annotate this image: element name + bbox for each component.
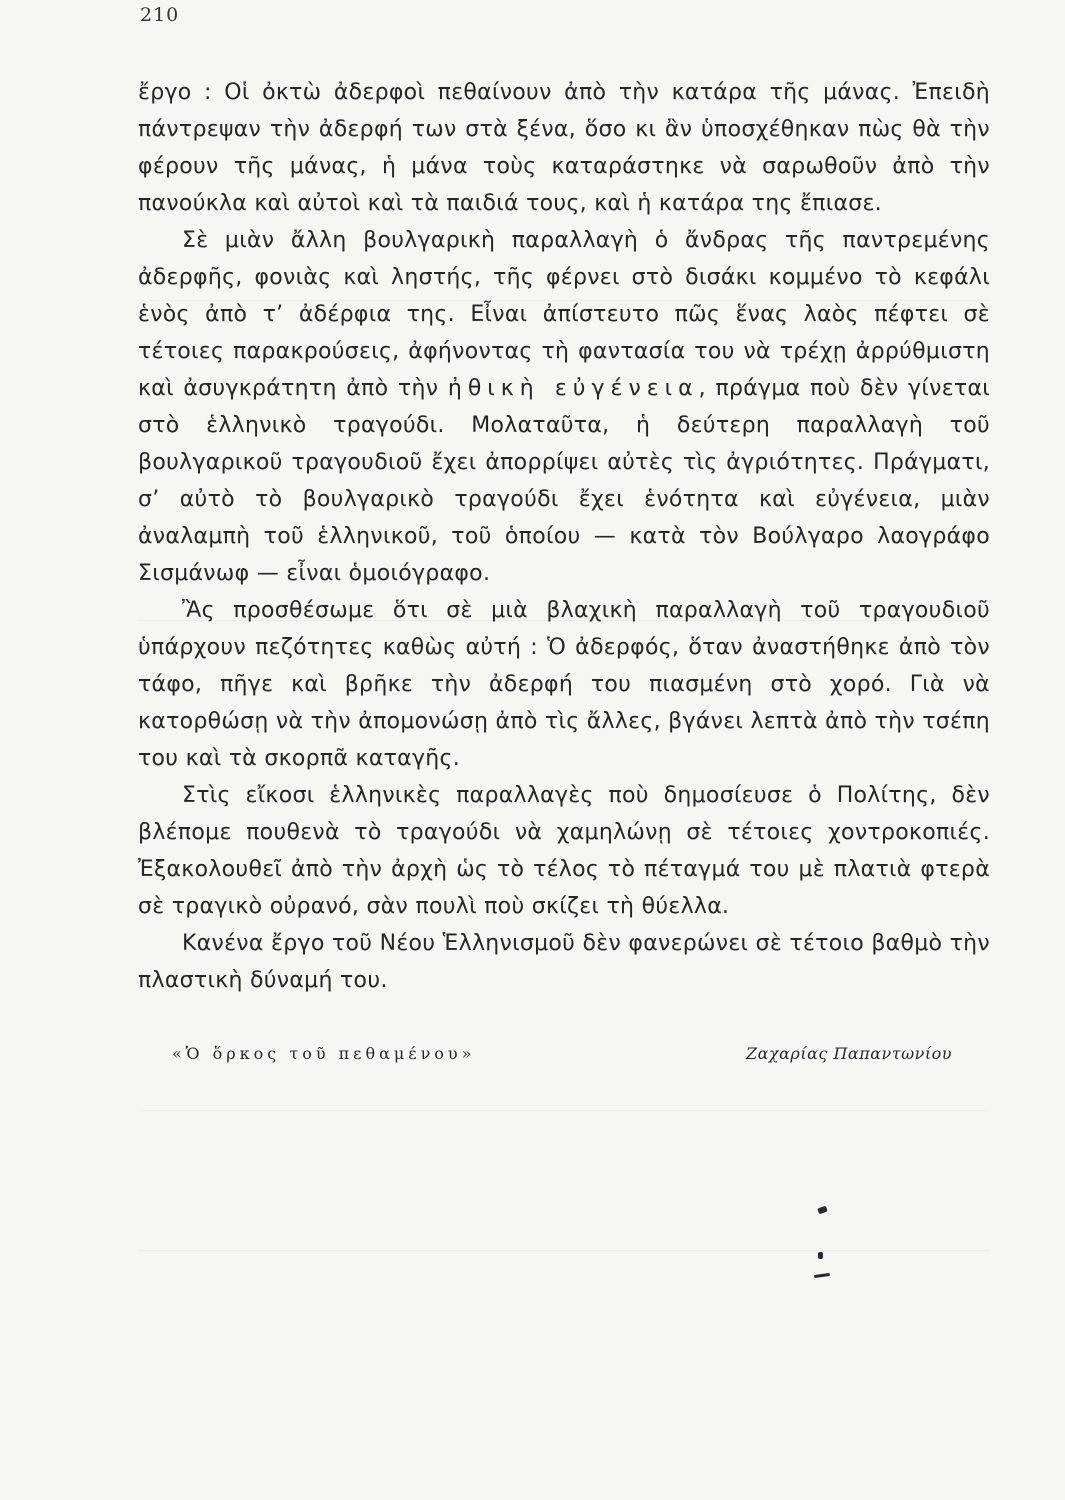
emphasis-ethical-nobility: ἠθικὴ εὐγένεια: [447, 376, 699, 401]
author-name: Ζαχαρίας Παπαντωνίου: [745, 1044, 952, 1063]
paragraph-2-start: Σὲ μιὰν ἄλλη βουλγαρικὴ παραλλαγὴ ὁ ἄνδρας τῆς παντρεμένης ἀδερφῆς, φονιὰς καὶ ληστής, τῆς φέρνει στὸ δισάκι κομμένο τὸ κεφάλι ἑνὸς ἀπὸ τ’ ἀδέρφια της. Εἶναι ἀπίστευτο πῶς ἕνας λαὸς πέφτει σὲ τέτοιες παρακρούσεις, ἀφήνοντας τὴ φαντασία του νὰ τρέχῃ ἀρρύθμιστη καὶ ἀσυγκράτητη ἀπὸ τὴν: [138, 228, 990, 401]
page-number: 210: [140, 4, 180, 26]
poem-title: «Ὁ ὅρκος τοῦ πεθαμένου»: [172, 1044, 476, 1063]
paragraph-2: [138, 222, 990, 592]
ink-mark: [817, 1206, 828, 1215]
paragraph-1: ἔργο : Οἱ ὀκτὼ ἀδερφοὶ πεθαίνουν ἀπὸ τὴν κατάρα τῆς μάνας. Ἐπειδὴ πάντρεψαν τὴν ἀδερφή των στὰ ξένα, ὅσο κι ἂν ὑποσχέθηκαν πὼς θὰ τὴν φέρουν τῆς μάνας, ἡ μάνα τοὺς καταράστηκε νὰ σαρωθοῦν ἀπὸ τὴν πανούκλα καὶ αὐτοὶ καὶ τὰ παιδιά τους, καὶ ἡ κατάρα της ἔπιασε.: [138, 80, 990, 216]
paragraph-2-end: , πράγμα ποὺ δὲν γίνεται στὸ ἑλληνικὸ τραγούδι. Μολαταῦτα, ἡ δεύτερη παραλλαγὴ τοῦ βουλγαρικοῦ τραγουδιοῦ ἔχει ἀπορρίψει αὐτὲς τὶς ἀγριότητες. Πράγματι, σ’ αὐτὸ τὸ βουλγαρικὸ τραγούδι ἔχει ἑνότητα καὶ εὐγένεια, μιὰν ἀναλαμπὴ τοῦ ἑλληνικοῦ, τοῦ ὁποίου — κατὰ τὸν Βούλγαρο λαογράφο Σισμάνωφ — εἶναι ὁμοιόγραφο.: [138, 376, 990, 586]
paragraph-4: Στὶς εἴκοσι ἑλληνικὲς παραλλαγὲς ποὺ δημοσίευσε ὁ Πολίτης, δὲν βλέπομε πουθενὰ τὸ τραγούδι νὰ χαμηλώνῃ σὲ τέτοιες χοντροκοπιές. Ἐξακολουθεῖ ἀπὸ τὴν ἀρχὴ ὡς τὸ τέλος τὸ πέταγμά του μὲ πλατιὰ φτερὰ σὲ τραγικὸ οὐρανό, σὰν πουλὶ ποὺ σκίζει τὴ θύελλα.: [138, 783, 990, 919]
body-text: [138, 74, 990, 999]
signature-row: [172, 1044, 952, 1063]
paragraph-5: Κανένα ἔργο τοῦ Νέου Ἑλληνισμοῦ δὲν φανερώνει σὲ τέτοιο βαθμὸ τὴν πλαστικὴ δύναμή του.: [138, 931, 990, 993]
ink-mark: [814, 1273, 830, 1278]
paragraph-3: Ἂς προσθέσωμε ὅτι σὲ μιὰ βλαχικὴ παραλλαγὴ τοῦ τραγουδιοῦ ὑπάρχουν πεζότητες καθὼς αὐτή : Ὁ ἀδερφός, ὅταν ἀναστήθηκε ἀπὸ τὸν τάφο, πῆγε καὶ βρῆκε τὴν ἀδερφή του πιασμένη στὸ χορό. Γιὰ νὰ κατορθώσῃ νὰ τὴν ἀπομονώσῃ ἀπὸ τὶς ἄλλες, βγάνει λεπτὰ ἀπὸ τὴν τσέπη του καὶ τὰ σκορπᾶ καταγῆς.: [138, 598, 990, 771]
ink-mark: [818, 1252, 823, 1259]
